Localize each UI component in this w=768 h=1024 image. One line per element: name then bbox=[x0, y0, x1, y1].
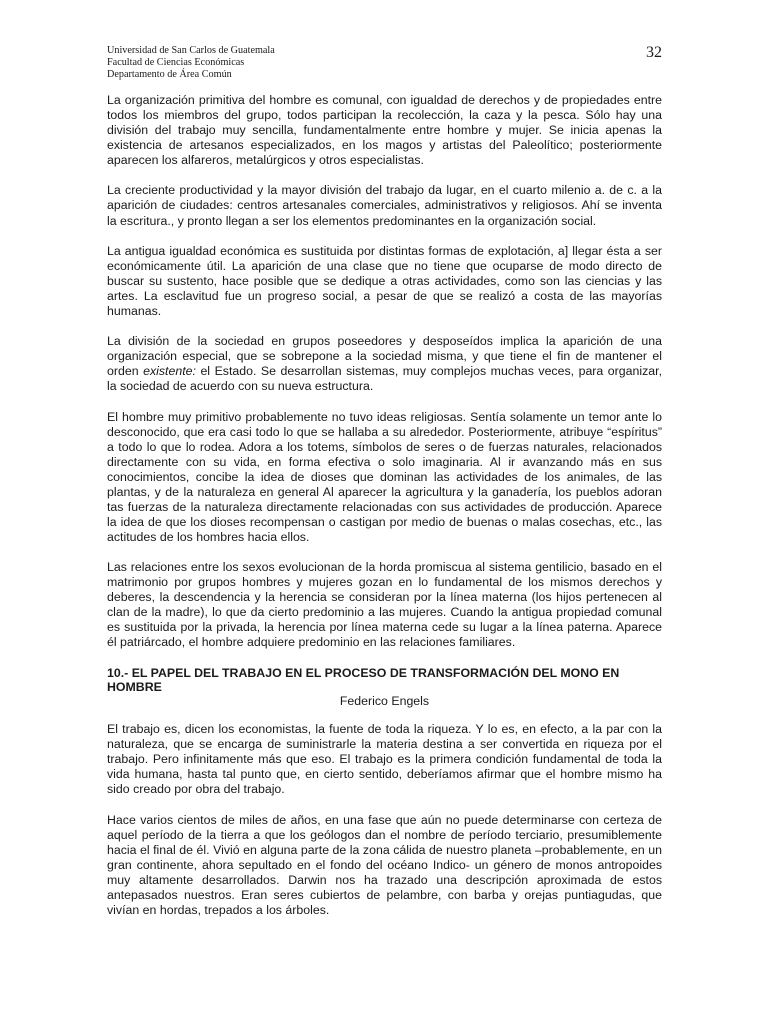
paragraph-state-emphasis: existente: bbox=[143, 364, 196, 379]
paragraph-exploitation: La antigua igualdad económica es sustituida por distintas formas de explotación, a] llegar ésta a ser económicamente útil. La aparición de una clase que no tiene que ocuparse de modo directo de buscar su sustento, hace posible que se dedique a otras actividades, como son las ciencias y las artes. La esclavitud fue un progreso social, a pesar de que se realizó a costa de las mayorías humanas. bbox=[107, 243, 662, 318]
header-faculty: Facultad de Ciencias Económicas bbox=[107, 56, 245, 68]
paragraph-cities: La creciente productividad y la mayor división del trabajo da lugar, en el cuarto milenio a. de c. a la aparición de ciudades: centros artesanales comerciales, administrativos y religiosos. Ahí se inventa la escritura., y pronto llegan a ser los elementos predominantes en la organización social. bbox=[107, 183, 662, 228]
paragraph-labor: El trabajo es, dicen los economistas, la fuente de toda la riqueza. Y lo es, en efecto, a la par con la naturaleza, que se encarga de suministrarle la materia destina a ser convertida en riqueza por el trabajo. Pero infinitamente más que eso. El trabajo es la primera condición fundamental de toda la vida humana, hasta tal punto que, en cierto sentido, deberíamos afirmar que el hombre mismo ha sido creado por obra del trabajo. bbox=[107, 722, 662, 797]
paragraph-sexes: Las relaciones entre los sexos evolucionan de la horda promiscua al sistema gentilicio, basado en el matrimonio por grupos hombres y mujeres gozan en lo fundamental de los mismos derechos y deberes, la descendencia y la herencia se consideran por la línea materna (los hijos pertenecen al clan de la madre), lo que da cierto predominio a las mujeres. Cuando la antigua propiedad comunal es sustituida por la privada, la herencia por línea materna cede su lugar a la línea paterna. Aparece él patriárcado, el hombre adquiere predominio en las relaciones familiares. bbox=[107, 560, 662, 650]
header-department: Departamento de Área Común bbox=[107, 68, 232, 80]
paragraph-apes: Hace varios cientos de miles de años, en una fase que aún no puede determinarse con certeza de aquel período de la tierra a que los geólogos dan el nombre de período terciario, presumiblemente hacia el final de él. Vivió en alguna parte de la zona cálida de nuestro planeta –probablemente, en un gran continente, ahora sepultado en el fondo del océano Indico- un género de monos antropoides muy altamente desarrollados. Darwin nos ha trazado una descripción aproximada de estos antepasados nuestros. Eran seres cubiertos de pelambre, con barba y orejas puntiagudas, que vivían en hordas, trepados a los árboles. bbox=[107, 812, 662, 917]
paragraph-state bbox=[107, 334, 662, 394]
section-title: 10.- EL PAPEL DEL TRABAJO EN EL PROCESO DE TRANSFORMACIÓN DEL MONO EN HOMBRE bbox=[107, 665, 620, 694]
section-author: Federico Engels bbox=[339, 694, 430, 709]
page-number: 32 bbox=[646, 44, 662, 61]
header-university: Universidad de San Carlos de Guatemala bbox=[107, 45, 275, 56]
page-header bbox=[107, 45, 275, 80]
paragraph-religion: El hombre muy primitivo probablemente no tuvo ideas religiosas. Sentía solamente un temor ante lo desconocido, que era casi todo lo que se hallaba a su alrededor. Posteriormente, atribuye “espíritus” a todo lo que lo rodea. Adora a los totems, símbolos de seres o de fuerzas naturales, relacionados directamente con su vida, en forma efectiva o solo imaginaria. Al ir avanzando más en sus conocimientos, concibe la idea de dioses que dominan las actividades de los animales, de las plantas, y de la naturaleza en general Al aparecer la agricultura y la ganadería, los pueblos adoran tas fuerzas de la naturaleza directamente relacionadas con sus actividades de producción. Aparece la idea de que los dioses recompensan o castigan por medio de buenas o malas cosechas, etc., las actitudes de los hombres hacia ellos. bbox=[107, 409, 662, 544]
paragraph-primitive-organization: La organización primitiva del hombre es comunal, con igualdad de derechos y de propiedades entre todos los miembros del grupo, todos participan la recolección, la caza y la pesca. Sólo hay una división del trabajo muy sencilla, fundamentalmente entre hombre y mujer. Se inicia apenas la existencia de artesanos especializados, en los magos y artistas del Paleolítico; posteriormente aparecen los alfareros, metalúrgicos y otros especialistas. bbox=[107, 93, 662, 168]
page-content bbox=[107, 93, 662, 933]
paragraph-state-text-b: el Estado. Se desarrollan sistemas, muy complejos muchas veces, para organizar, la sociedad de acuerdo con su nueva estructura. bbox=[107, 364, 662, 394]
paragraph-state-text-a: La división de la sociedad en grupos poseedores y desposeídos implica la aparición de una organización especial, que se sobrepone a la sociedad misma, y que tiene el fin de mantener el orden bbox=[107, 334, 662, 379]
